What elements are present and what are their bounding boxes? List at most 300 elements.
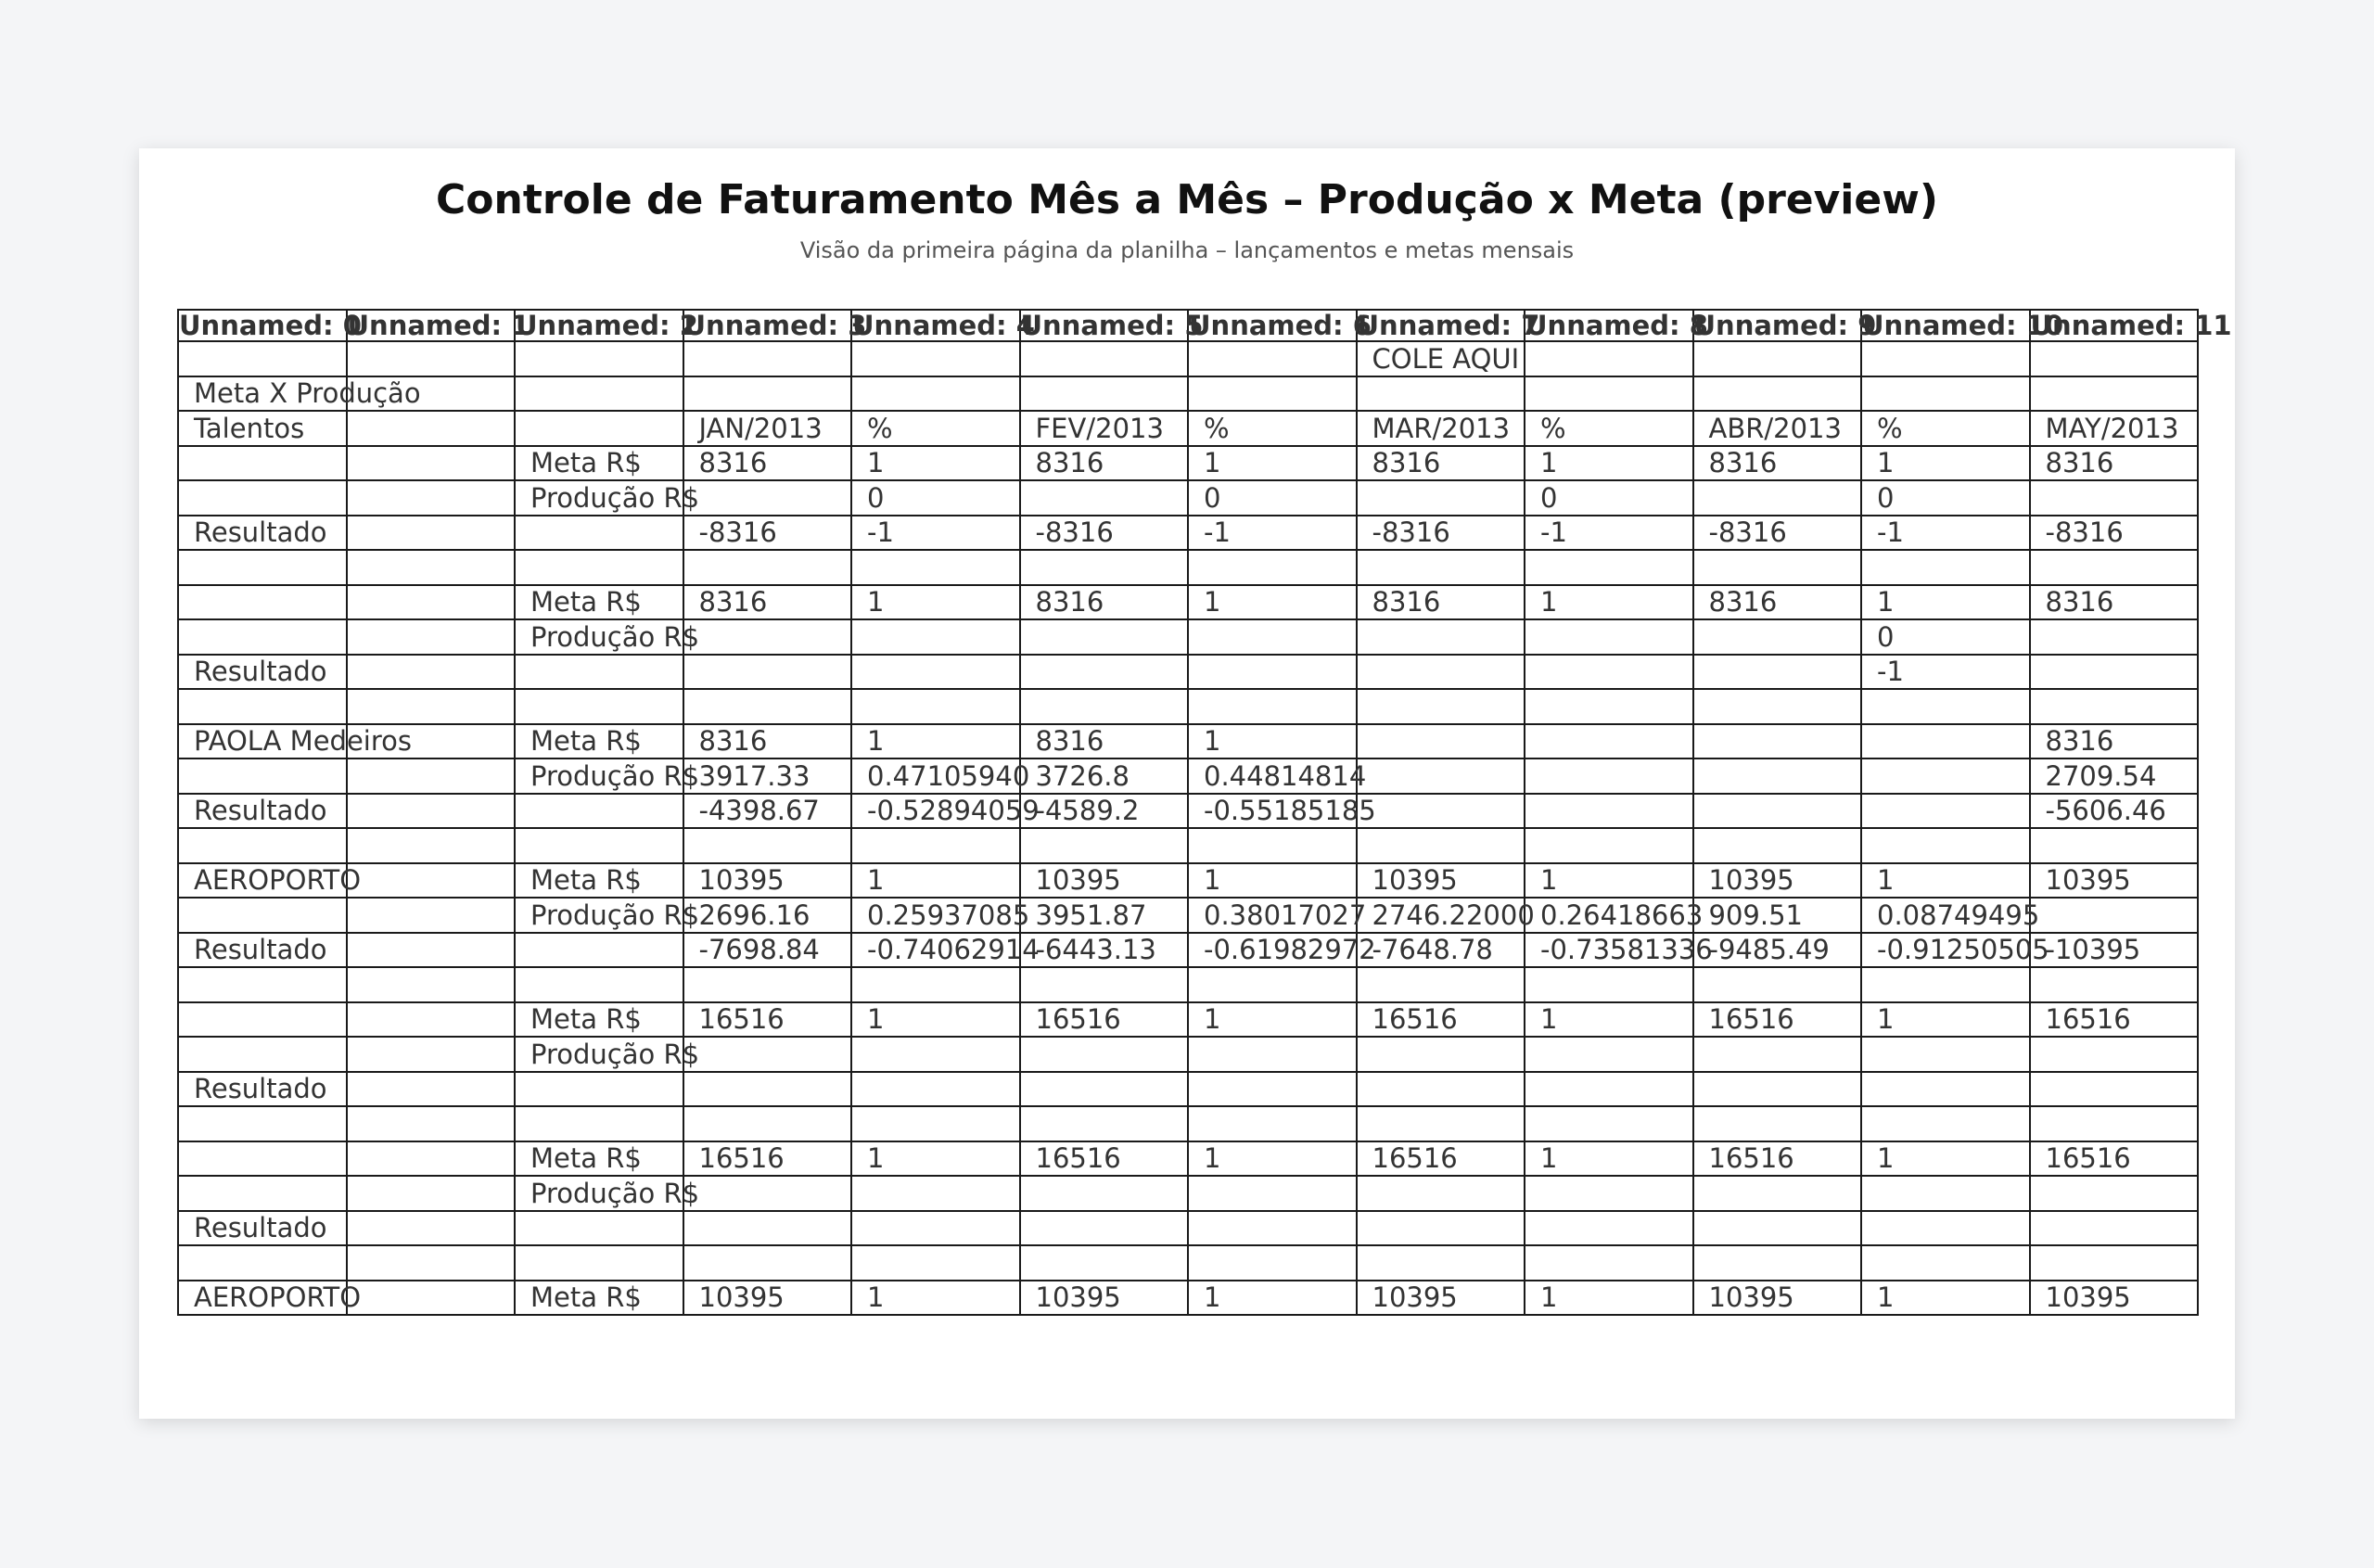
table-cell[interactable]: -4589.2 bbox=[1020, 794, 1189, 829]
table-cell[interactable] bbox=[178, 759, 347, 794]
table-cell[interactable]: -1 bbox=[1525, 516, 1693, 551]
table-cell[interactable] bbox=[515, 341, 683, 376]
table-cell[interactable] bbox=[683, 1037, 852, 1072]
table-cell[interactable]: % bbox=[1861, 411, 2030, 446]
table-cell[interactable]: Resultado bbox=[178, 794, 347, 829]
table-cell[interactable]: Meta R$ bbox=[515, 1002, 683, 1038]
table-cell[interactable] bbox=[178, 1245, 347, 1281]
table-cell[interactable] bbox=[2030, 1106, 2199, 1141]
table-cell[interactable]: PAOLA Medeiros bbox=[178, 724, 347, 759]
table-cell[interactable] bbox=[1020, 689, 1189, 724]
table-cell[interactable] bbox=[347, 585, 516, 620]
table-cell[interactable]: 3726.8 bbox=[1020, 759, 1189, 794]
table-cell[interactable] bbox=[1861, 689, 2030, 724]
table-cell[interactable] bbox=[347, 411, 516, 446]
table-cell[interactable] bbox=[683, 1245, 852, 1281]
table-cell[interactable]: 16516 bbox=[683, 1141, 852, 1177]
table-cell[interactable] bbox=[1861, 828, 2030, 863]
table-cell[interactable] bbox=[1861, 759, 2030, 794]
table-cell[interactable] bbox=[1525, 619, 1693, 655]
table-cell[interactable]: Produção R$ bbox=[515, 1176, 683, 1211]
table-cell[interactable]: Meta R$ bbox=[515, 585, 683, 620]
table-cell[interactable]: 1 bbox=[851, 1002, 1020, 1038]
table-cell[interactable] bbox=[2030, 1176, 2199, 1211]
table-cell[interactable] bbox=[851, 1245, 1020, 1281]
table-cell[interactable] bbox=[1525, 794, 1693, 829]
table-cell[interactable]: 1 bbox=[1861, 446, 2030, 481]
table-cell[interactable] bbox=[1525, 759, 1693, 794]
table-cell[interactable] bbox=[1525, 1176, 1693, 1211]
table-cell[interactable] bbox=[2030, 1245, 2199, 1281]
table-cell[interactable]: Meta R$ bbox=[515, 1141, 683, 1177]
table-cell[interactable]: 1 bbox=[1188, 446, 1357, 481]
table-cell[interactable] bbox=[1525, 1037, 1693, 1072]
table-cell[interactable]: -8316 bbox=[1020, 516, 1189, 551]
table-cell[interactable]: -8316 bbox=[1357, 516, 1525, 551]
table-cell[interactable]: 0 bbox=[851, 480, 1020, 516]
table-cell[interactable]: 1 bbox=[1188, 724, 1357, 759]
table-cell[interactable]: 10395 bbox=[2030, 1281, 2199, 1316]
table-cell[interactable] bbox=[1020, 1176, 1189, 1211]
table-cell[interactable]: AEROPORTO bbox=[178, 1281, 347, 1316]
table-cell[interactable] bbox=[347, 689, 516, 724]
table-cell[interactable] bbox=[347, 446, 516, 481]
column-header[interactable]: Unnamed: 4 bbox=[852, 310, 1035, 341]
table-cell[interactable]: -10395 bbox=[2030, 933, 2199, 968]
table-cell[interactable] bbox=[851, 1176, 1020, 1211]
table-cell[interactable] bbox=[178, 446, 347, 481]
table-cell[interactable] bbox=[2030, 1072, 2199, 1107]
table-cell[interactable] bbox=[347, 480, 516, 516]
table-cell[interactable] bbox=[1020, 619, 1189, 655]
table-cell[interactable]: Meta R$ bbox=[515, 446, 683, 481]
table-cell[interactable]: Resultado bbox=[178, 655, 347, 690]
table-cell[interactable]: 1 bbox=[1525, 446, 1693, 481]
table-cell[interactable] bbox=[1693, 1106, 1862, 1141]
table-cell[interactable] bbox=[1357, 1176, 1525, 1211]
table-cell[interactable]: 16516 bbox=[1020, 1141, 1189, 1177]
table-cell[interactable]: 8316 bbox=[2030, 724, 2199, 759]
table-cell[interactable] bbox=[1693, 1037, 1862, 1072]
table-cell[interactable] bbox=[1693, 1072, 1862, 1107]
table-cell[interactable]: % bbox=[1525, 411, 1693, 446]
table-cell[interactable] bbox=[851, 655, 1020, 690]
table-cell[interactable] bbox=[1357, 550, 1525, 585]
table-cell[interactable] bbox=[683, 480, 852, 516]
table-cell[interactable] bbox=[1357, 724, 1525, 759]
table-cell[interactable] bbox=[347, 828, 516, 863]
table-cell[interactable]: 2696.16 bbox=[683, 898, 852, 933]
table-cell[interactable] bbox=[178, 619, 347, 655]
table-cell[interactable] bbox=[347, 1245, 516, 1281]
table-cell[interactable]: -0.73581336 bbox=[1525, 933, 1693, 968]
table-cell[interactable] bbox=[1693, 655, 1862, 690]
table-cell[interactable] bbox=[1188, 1211, 1357, 1246]
table-cell[interactable]: 10395 bbox=[1693, 1281, 1862, 1316]
table-cell[interactable]: -1 bbox=[851, 516, 1020, 551]
table-cell[interactable]: -0.74062914 bbox=[851, 933, 1020, 968]
table-cell[interactable]: 16516 bbox=[683, 1002, 852, 1038]
table-cell[interactable] bbox=[1693, 1245, 1862, 1281]
column-header[interactable]: Unnamed: 0 bbox=[179, 310, 362, 341]
table-cell[interactable] bbox=[2030, 689, 2199, 724]
table-cell[interactable] bbox=[515, 411, 683, 446]
table-cell[interactable] bbox=[178, 1141, 347, 1177]
table-cell[interactable] bbox=[347, 1281, 516, 1316]
table-cell[interactable] bbox=[1525, 655, 1693, 690]
table-cell[interactable]: 16516 bbox=[1693, 1002, 1862, 1038]
table-cell[interactable]: 0 bbox=[1861, 480, 2030, 516]
table-cell[interactable] bbox=[1020, 967, 1189, 1002]
column-header[interactable]: Unnamed: 8 bbox=[1525, 310, 1708, 341]
table-cell[interactable] bbox=[1693, 759, 1862, 794]
table-cell[interactable]: Produção R$ bbox=[515, 480, 683, 516]
table-cell[interactable]: -0.61982972 bbox=[1188, 933, 1357, 968]
table-cell[interactable] bbox=[1525, 1072, 1693, 1107]
table-cell[interactable] bbox=[851, 1072, 1020, 1107]
table-cell[interactable] bbox=[1188, 1176, 1357, 1211]
table-cell[interactable]: 1 bbox=[1861, 1141, 2030, 1177]
table-cell[interactable]: Meta X Produção bbox=[178, 376, 347, 412]
table-cell[interactable] bbox=[347, 1037, 516, 1072]
table-cell[interactable]: 1 bbox=[851, 1141, 1020, 1177]
table-cell[interactable] bbox=[2030, 655, 2199, 690]
table-cell[interactable] bbox=[178, 967, 347, 1002]
table-cell[interactable]: Produção R$ bbox=[515, 759, 683, 794]
table-cell[interactable]: 1 bbox=[1861, 863, 2030, 899]
table-cell[interactable]: Resultado bbox=[178, 1211, 347, 1246]
table-cell[interactable]: 0.08749495 bbox=[1861, 898, 2030, 933]
table-cell[interactable]: Meta R$ bbox=[515, 863, 683, 899]
table-cell[interactable]: 1 bbox=[1861, 585, 2030, 620]
table-cell[interactable] bbox=[851, 967, 1020, 1002]
table-cell[interactable] bbox=[1693, 828, 1862, 863]
table-cell[interactable]: 909.51 bbox=[1693, 898, 1862, 933]
table-cell[interactable] bbox=[347, 898, 516, 933]
table-cell[interactable] bbox=[1188, 1072, 1357, 1107]
table-cell[interactable] bbox=[178, 585, 347, 620]
table-cell[interactable]: 3951.87 bbox=[1020, 898, 1189, 933]
table-cell[interactable] bbox=[515, 689, 683, 724]
table-cell[interactable] bbox=[515, 516, 683, 551]
table-cell[interactable] bbox=[1020, 1245, 1189, 1281]
table-cell[interactable]: 8316 bbox=[683, 446, 852, 481]
table-cell[interactable] bbox=[1020, 828, 1189, 863]
table-cell[interactable] bbox=[178, 689, 347, 724]
table-cell[interactable]: % bbox=[1188, 411, 1357, 446]
table-cell[interactable]: 1 bbox=[1188, 1002, 1357, 1038]
table-cell[interactable] bbox=[1693, 341, 1862, 376]
table-cell[interactable]: Produção R$ bbox=[515, 1037, 683, 1072]
table-cell[interactable] bbox=[851, 828, 1020, 863]
table-cell[interactable] bbox=[178, 1106, 347, 1141]
table-cell[interactable] bbox=[683, 1106, 852, 1141]
table-cell[interactable]: 1 bbox=[851, 724, 1020, 759]
table-cell[interactable] bbox=[851, 376, 1020, 412]
table-cell[interactable]: -4398.67 bbox=[683, 794, 852, 829]
table-cell[interactable] bbox=[347, 1072, 516, 1107]
table-cell[interactable] bbox=[1525, 550, 1693, 585]
table-cell[interactable] bbox=[178, 1176, 347, 1211]
table-cell[interactable]: Resultado bbox=[178, 933, 347, 968]
table-cell[interactable]: 10395 bbox=[1357, 1281, 1525, 1316]
table-cell[interactable] bbox=[515, 1106, 683, 1141]
table-cell[interactable]: 16516 bbox=[1357, 1002, 1525, 1038]
table-cell[interactable] bbox=[1693, 619, 1862, 655]
table-cell[interactable] bbox=[683, 1211, 852, 1246]
table-cell[interactable] bbox=[1861, 1245, 2030, 1281]
table-cell[interactable] bbox=[1861, 724, 2030, 759]
table-cell[interactable]: 1 bbox=[1188, 1141, 1357, 1177]
table-cell[interactable] bbox=[347, 516, 516, 551]
table-cell[interactable] bbox=[515, 933, 683, 968]
table-cell[interactable] bbox=[1188, 1037, 1357, 1072]
table-cell[interactable] bbox=[1357, 828, 1525, 863]
table-cell[interactable] bbox=[1861, 341, 2030, 376]
table-cell[interactable] bbox=[2030, 1211, 2199, 1246]
table-cell[interactable] bbox=[1693, 550, 1862, 585]
table-cell[interactable] bbox=[1020, 655, 1189, 690]
table-cell[interactable]: 8316 bbox=[1693, 446, 1862, 481]
table-cell[interactable] bbox=[1020, 1072, 1189, 1107]
table-cell[interactable]: 1 bbox=[1525, 1281, 1693, 1316]
table-cell[interactable]: Produção R$ bbox=[515, 898, 683, 933]
table-cell[interactable] bbox=[1861, 794, 2030, 829]
table-cell[interactable] bbox=[1357, 619, 1525, 655]
table-cell[interactable] bbox=[1861, 1176, 2030, 1211]
table-cell[interactable] bbox=[1020, 1037, 1189, 1072]
table-cell[interactable] bbox=[683, 1072, 852, 1107]
table-cell[interactable]: -8316 bbox=[1693, 516, 1862, 551]
table-cell[interactable] bbox=[178, 480, 347, 516]
table-cell[interactable]: 8316 bbox=[1357, 446, 1525, 481]
table-cell[interactable]: 10395 bbox=[683, 863, 852, 899]
table-cell[interactable] bbox=[1188, 828, 1357, 863]
table-cell[interactable] bbox=[347, 619, 516, 655]
table-cell[interactable]: 10395 bbox=[1693, 863, 1862, 899]
table-cell[interactable] bbox=[1693, 967, 1862, 1002]
table-cell[interactable] bbox=[851, 619, 1020, 655]
table-cell[interactable]: 8316 bbox=[683, 585, 852, 620]
table-cell[interactable]: 1 bbox=[1525, 1141, 1693, 1177]
column-header[interactable]: Unnamed: 3 bbox=[683, 310, 867, 341]
table-cell[interactable] bbox=[683, 967, 852, 1002]
table-cell[interactable] bbox=[347, 1002, 516, 1038]
table-cell[interactable] bbox=[515, 550, 683, 585]
table-cell[interactable]: 1 bbox=[851, 585, 1020, 620]
table-cell[interactable]: 0.38017027 bbox=[1188, 898, 1357, 933]
table-cell[interactable]: -9485.49 bbox=[1693, 933, 1862, 968]
table-cell[interactable] bbox=[1525, 1245, 1693, 1281]
table-cell[interactable]: 0.47105940 bbox=[851, 759, 1020, 794]
table-cell[interactable]: 8316 bbox=[2030, 585, 2199, 620]
table-cell[interactable] bbox=[347, 933, 516, 968]
table-cell[interactable] bbox=[683, 376, 852, 412]
table-cell[interactable]: 1 bbox=[1188, 585, 1357, 620]
table-cell[interactable] bbox=[178, 1037, 347, 1072]
table-cell[interactable] bbox=[1357, 1245, 1525, 1281]
table-cell[interactable]: 0 bbox=[1861, 619, 2030, 655]
table-cell[interactable] bbox=[683, 619, 852, 655]
table-cell[interactable] bbox=[1020, 1211, 1189, 1246]
table-cell[interactable] bbox=[1188, 655, 1357, 690]
table-cell[interactable]: 8316 bbox=[1357, 585, 1525, 620]
table-cell[interactable]: Produção R$ bbox=[515, 619, 683, 655]
table-cell[interactable] bbox=[1357, 794, 1525, 829]
table-cell[interactable]: 16516 bbox=[1357, 1141, 1525, 1177]
table-cell[interactable] bbox=[347, 1176, 516, 1211]
table-cell[interactable]: 0 bbox=[1525, 480, 1693, 516]
table-cell[interactable] bbox=[683, 1176, 852, 1211]
table-cell[interactable] bbox=[178, 898, 347, 933]
table-cell[interactable] bbox=[347, 967, 516, 1002]
table-cell[interactable] bbox=[1357, 1072, 1525, 1107]
table-cell[interactable] bbox=[851, 1106, 1020, 1141]
table-cell[interactable]: Talentos bbox=[178, 411, 347, 446]
table-cell[interactable] bbox=[2030, 1037, 2199, 1072]
table-cell[interactable]: 1 bbox=[1861, 1002, 2030, 1038]
table-cell[interactable] bbox=[851, 689, 1020, 724]
table-cell[interactable]: 1 bbox=[1861, 1281, 2030, 1316]
table-cell[interactable] bbox=[1861, 967, 2030, 1002]
table-cell[interactable] bbox=[515, 1072, 683, 1107]
table-cell[interactable] bbox=[347, 794, 516, 829]
table-cell[interactable] bbox=[347, 655, 516, 690]
table-cell[interactable]: 1 bbox=[851, 446, 1020, 481]
table-cell[interactable] bbox=[1525, 967, 1693, 1002]
table-cell[interactable]: -1 bbox=[1861, 655, 2030, 690]
table-cell[interactable] bbox=[1188, 967, 1357, 1002]
table-cell[interactable] bbox=[515, 1245, 683, 1281]
table-cell[interactable]: AEROPORTO bbox=[178, 863, 347, 899]
table-cell[interactable] bbox=[1188, 550, 1357, 585]
table-cell[interactable]: 16516 bbox=[1693, 1141, 1862, 1177]
table-cell[interactable] bbox=[2030, 550, 2199, 585]
table-cell[interactable]: -5606.46 bbox=[2030, 794, 2199, 829]
table-cell[interactable]: 0.26418663 bbox=[1525, 898, 1693, 933]
table-cell[interactable] bbox=[683, 655, 852, 690]
table-cell[interactable] bbox=[1861, 1037, 2030, 1072]
table-cell[interactable] bbox=[178, 550, 347, 585]
table-cell[interactable] bbox=[347, 759, 516, 794]
table-cell[interactable] bbox=[1525, 689, 1693, 724]
table-cell[interactable] bbox=[683, 828, 852, 863]
table-cell[interactable]: 16516 bbox=[1020, 1002, 1189, 1038]
table-cell[interactable]: -6443.13 bbox=[1020, 933, 1189, 968]
table-cell[interactable] bbox=[1525, 724, 1693, 759]
table-cell[interactable]: 1 bbox=[1525, 863, 1693, 899]
table-cell[interactable] bbox=[851, 1211, 1020, 1246]
table-cell[interactable] bbox=[1020, 341, 1189, 376]
table-cell[interactable] bbox=[515, 1211, 683, 1246]
table-cell[interactable] bbox=[1357, 1106, 1525, 1141]
table-cell[interactable] bbox=[1357, 655, 1525, 690]
table-cell[interactable] bbox=[1693, 689, 1862, 724]
table-cell[interactable]: % bbox=[851, 411, 1020, 446]
table-cell[interactable] bbox=[2030, 898, 2199, 933]
table-cell[interactable]: Meta R$ bbox=[515, 724, 683, 759]
table-cell[interactable]: 0.25937085 bbox=[851, 898, 1020, 933]
table-cell[interactable]: 8316 bbox=[1020, 724, 1189, 759]
table-cell[interactable] bbox=[1693, 480, 1862, 516]
table-cell[interactable] bbox=[1693, 1211, 1862, 1246]
table-cell[interactable] bbox=[178, 1002, 347, 1038]
table-cell[interactable]: Resultado bbox=[178, 516, 347, 551]
table-cell[interactable] bbox=[1357, 1037, 1525, 1072]
table-cell[interactable]: ABR/2013 bbox=[1693, 411, 1862, 446]
table-cell[interactable] bbox=[347, 863, 516, 899]
table-cell[interactable]: 1 bbox=[1525, 585, 1693, 620]
table-cell[interactable]: MAR/2013 bbox=[1357, 411, 1525, 446]
table-cell[interactable] bbox=[1525, 376, 1693, 412]
table-cell[interactable] bbox=[851, 341, 1020, 376]
table-cell[interactable] bbox=[1861, 376, 2030, 412]
table-cell[interactable] bbox=[515, 376, 683, 412]
table-cell[interactable] bbox=[1188, 376, 1357, 412]
table-cell[interactable] bbox=[683, 689, 852, 724]
table-cell[interactable]: 10395 bbox=[1357, 863, 1525, 899]
table-cell[interactable] bbox=[1525, 1106, 1693, 1141]
table-cell[interactable]: 10395 bbox=[1020, 863, 1189, 899]
table-cell[interactable] bbox=[1357, 689, 1525, 724]
table-cell[interactable] bbox=[1525, 341, 1693, 376]
table-cell[interactable] bbox=[1861, 1106, 2030, 1141]
table-cell[interactable] bbox=[851, 1037, 1020, 1072]
table-cell[interactable] bbox=[683, 550, 852, 585]
table-cell[interactable]: -8316 bbox=[2030, 516, 2199, 551]
table-cell[interactable] bbox=[515, 967, 683, 1002]
table-cell[interactable] bbox=[1357, 1211, 1525, 1246]
table-cell[interactable] bbox=[347, 1211, 516, 1246]
table-cell[interactable]: 3917.33 bbox=[683, 759, 852, 794]
table-cell[interactable] bbox=[1020, 550, 1189, 585]
table-cell[interactable] bbox=[851, 550, 1020, 585]
table-cell[interactable] bbox=[1861, 1072, 2030, 1107]
table-cell[interactable] bbox=[1525, 1211, 1693, 1246]
table-cell[interactable] bbox=[515, 655, 683, 690]
column-header[interactable]: Unnamed: 1 bbox=[347, 310, 530, 341]
table-cell[interactable] bbox=[2030, 619, 2199, 655]
table-cell[interactable] bbox=[1693, 376, 1862, 412]
table-cell[interactable] bbox=[1357, 376, 1525, 412]
table-cell[interactable]: 1 bbox=[1188, 1281, 1357, 1316]
table-cell[interactable] bbox=[1188, 1106, 1357, 1141]
table-cell[interactable] bbox=[1861, 550, 2030, 585]
table-cell[interactable] bbox=[347, 550, 516, 585]
table-cell[interactable] bbox=[1357, 480, 1525, 516]
table-cell[interactable] bbox=[1693, 724, 1862, 759]
table-cell[interactable] bbox=[347, 341, 516, 376]
column-header[interactable]: Unnamed: 11 bbox=[2030, 310, 2232, 341]
table-cell[interactable] bbox=[1020, 376, 1189, 412]
table-cell[interactable]: JAN/2013 bbox=[683, 411, 852, 446]
column-header[interactable]: Unnamed: 10 bbox=[1862, 310, 2064, 341]
table-cell[interactable]: -0.55185185 bbox=[1188, 794, 1357, 829]
column-header[interactable]: Unnamed: 5 bbox=[1020, 310, 1204, 341]
table-cell[interactable]: 16516 bbox=[2030, 1002, 2199, 1038]
table-cell[interactable] bbox=[1188, 1245, 1357, 1281]
table-cell[interactable]: 0 bbox=[1188, 480, 1357, 516]
table-cell[interactable]: -7648.78 bbox=[1357, 933, 1525, 968]
table-cell[interactable] bbox=[1861, 1211, 2030, 1246]
table-cell[interactable] bbox=[1188, 689, 1357, 724]
column-header[interactable]: Unnamed: 6 bbox=[1189, 310, 1372, 341]
table-cell[interactable] bbox=[2030, 828, 2199, 863]
table-cell[interactable] bbox=[2030, 341, 2199, 376]
table-cell[interactable] bbox=[2030, 376, 2199, 412]
table-cell[interactable] bbox=[1357, 967, 1525, 1002]
table-cell[interactable] bbox=[178, 341, 347, 376]
